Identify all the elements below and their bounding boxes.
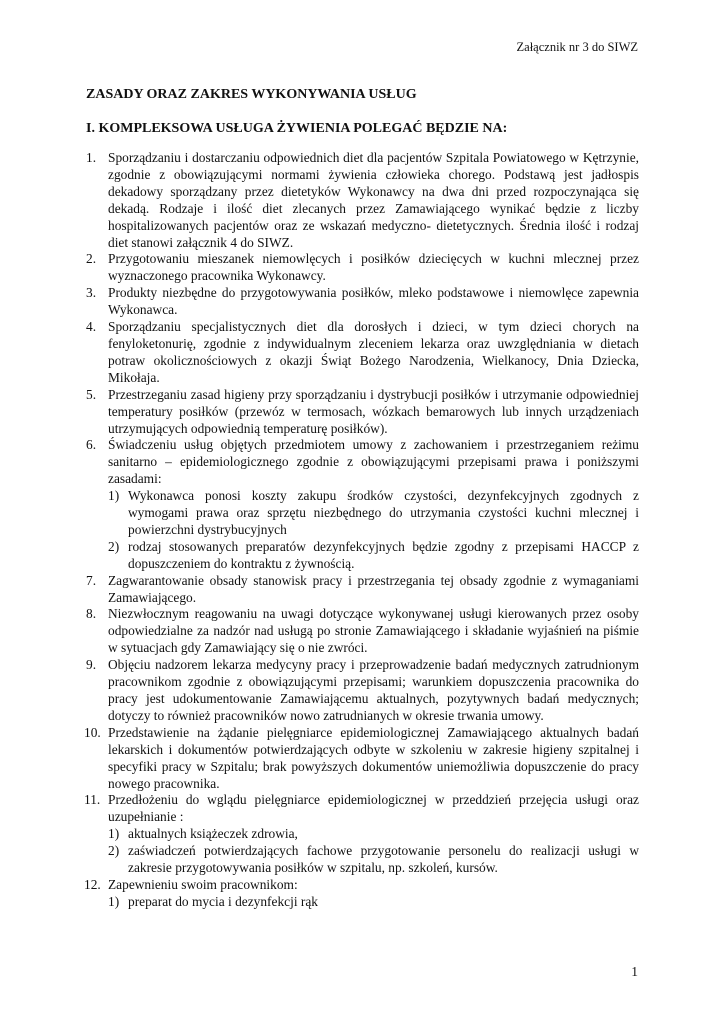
list-item-number: 2. (86, 251, 97, 267)
list-item-text: Sporządzaniu i dostarczaniu odpowiednich diet dla pacjentów Szpitala Powiatowego w Kętrzynie, zgodnie z obowiązującymi normami żywienia człowieka chorego. Podstawą jest jadłospis dekadowy sporządzany przez dietetyków Wykonawcy na dwa dni przed rozpoczynająca się dekadą. Rodzaje i ilość diet zlecanych przez Zamawiającego wynikać będzie z liczby hospitalizowanych pacjentów oraz ze wskazań medyczno- dietetycznych. Średnia ilość i rodzaj diet stanowi załącznik 4 do SIWZ. (108, 150, 639, 250)
list-item-text: Sporządzaniu specjalistycznych diet dla dorosłych i dzieci, w tym dzieci chorych na fenyloketonurię, zgodnie z indywidualnym zleceniem lekarza oraz uwzględniania w dietach potraw okolicznościowych z okazji Świąt Bożego Narodzenia, Wielkanocy, Dnia Dziecka, Mikołaja. (108, 319, 639, 385)
list-item-number: 10. (84, 724, 101, 740)
sub-list-item-text: Wykonawca ponosi koszty zakupu środków czystości, dezynfekcyjnych zgodnych z wymogami prawa oraz sprzętu niezbędnego do utrzymania czystości kuchni mlecznej i powierzchni dystrybucyjnych (128, 488, 639, 537)
sub-list-item-text: preparat do mycia i dezynfekcji rąk (128, 893, 318, 909)
page-number: 1 (631, 964, 638, 979)
sub-list-item-number: 1) (108, 826, 120, 842)
list-item-number: 3. (86, 285, 97, 301)
list-item-text: Świadczeniu usług objętych przedmiotem umowy z zachowaniem i przestrzeganiem reżimu sanitarno – epidemiologicznego zgodnie z obowiązującymi przepisami prawa i poniższymi zasadami: (108, 437, 639, 487)
sub-list-item (86, 843, 639, 877)
sub-list-item-number: 2) (108, 538, 120, 554)
list-item (86, 657, 639, 725)
sub-list-item-number: 2) (108, 843, 120, 859)
list-item (86, 573, 639, 607)
list-item-number: 6. (86, 437, 97, 453)
list-item (86, 437, 639, 488)
list-item (86, 319, 639, 387)
list-item (86, 877, 639, 894)
sub-list-item (86, 539, 639, 573)
list-item-number: 9. (86, 657, 97, 673)
sub-list-item-number: 1) (108, 893, 120, 909)
list-item-number: 5. (86, 386, 97, 402)
list-item-number: 8. (86, 606, 97, 622)
list-item-number: 7. (86, 572, 97, 588)
list-item (86, 285, 639, 319)
list-item-text: Zagwarantowanie obsady stanowisk pracy i przestrzegania tej obsady zgodnie z wymaganiami Zamawiającego. (108, 572, 639, 605)
list-item-number: 12. (84, 876, 101, 892)
list-item-text: Niezwłocznym reagowaniu na uwagi dotyczące wykonywanej usługi kierowanych przez osoby odpowiedzialne za nadzór nad usługą po stronie Zamawiającego i składanie wyjaśnień na piśmie w sytuacjach gdy Zamawiający się o nie zwróci. (108, 606, 639, 656)
list-item-text: Objęciu nadzorem lekarza medycyny pracy i przeprowadzenie badań medycznych zatrudnionym pracownikom zgodnie z obowiązującymi przepisami; warunkiem dopuszczenia pracownika do pracy jest udokumentowanie Zamawiającemu aktualnych, pozytywnych badań medycznych; dotyczy to również pracowników nowo zatrudnianych w okresie trwania umowy. (108, 657, 639, 723)
sub-list-item (86, 826, 639, 843)
sub-list-item-number: 1) (108, 488, 120, 504)
list-item (86, 725, 639, 793)
attachment-note: Załącznik nr 3 do SIWZ (516, 40, 638, 54)
sub-list-item (86, 894, 639, 911)
list-item-number: 4. (86, 319, 97, 335)
sub-list-item-text: zaświadczeń potwierdzających fachowe przygotowanie personelu do realizacji usługi w zakresie przygotowywania posiłków w szpitalu, np. szkoleń, kursów. (128, 843, 639, 876)
list-item-text: Przedstawienie na żądanie pielęgniarce epidemiologicznej Zamawiającego aktualnych badań lekarskich i dokumentów potwierdzających odbyte w szkoleniu w zakresie higieny szpitalnej i specyfiki pracy w Szpitalu; brak powyższych dokumentów uniemożliwia dopuszczenie do pracy nowego pracownika. (108, 724, 639, 791)
sub-list-item (86, 488, 639, 539)
document-title: ZASADY ORAZ ZAKRES WYKONYWANIA USŁUG (86, 87, 417, 102)
list-item-text: Przygotowaniu mieszanek niemowlęcych i posiłków dziecięcych w kuchni mlecznej przez wyznaczonego pracownika Wykonawcy. (108, 251, 639, 284)
list-item-number: 11. (84, 792, 101, 808)
list-item-number: 1. (86, 150, 97, 165)
list-item (86, 606, 639, 657)
list-item (86, 792, 639, 826)
list-item (86, 387, 639, 438)
list-item-text: Przedłożeniu do wglądu pielęgniarce epidemiologicznej w przeddzień przejęcia usługi oraz uzupełnianie : (108, 792, 639, 825)
list-item-text: Przestrzeganiu zasad higieny przy sporządzaniu i dystrybucji posiłków i utrzymanie odpowiedniej temperatury posiłków (przewóz w termosach, wózkach bemarowych lub innych urządzeniach utrzymujących odpowiednią temperaturę posiłków). (108, 386, 639, 436)
list-item (86, 150, 639, 251)
list-item-text: Produkty niezbędne do przygotowywania posiłków, mleko podstawowe i niemowlęce zapewnia Wykonawca. (108, 285, 639, 318)
section-heading: I. KOMPLEKSOWA USŁUGA ŻYWIENIA POLEGAĆ BĘDZIE NA: (86, 121, 508, 136)
list-item (86, 251, 639, 285)
numbered-list (86, 150, 639, 911)
sub-list-item-text: aktualnych książeczek zdrowia, (128, 826, 298, 842)
list-item-text: Zapewnieniu swoim pracownikom: (108, 876, 298, 892)
sub-list-item-text: rodzaj stosowanych preparatów dezynfekcyjnych będzie zgodny z przepisami HACCP z dopuszczeniem do kontraktu z żywnością. (128, 538, 639, 571)
